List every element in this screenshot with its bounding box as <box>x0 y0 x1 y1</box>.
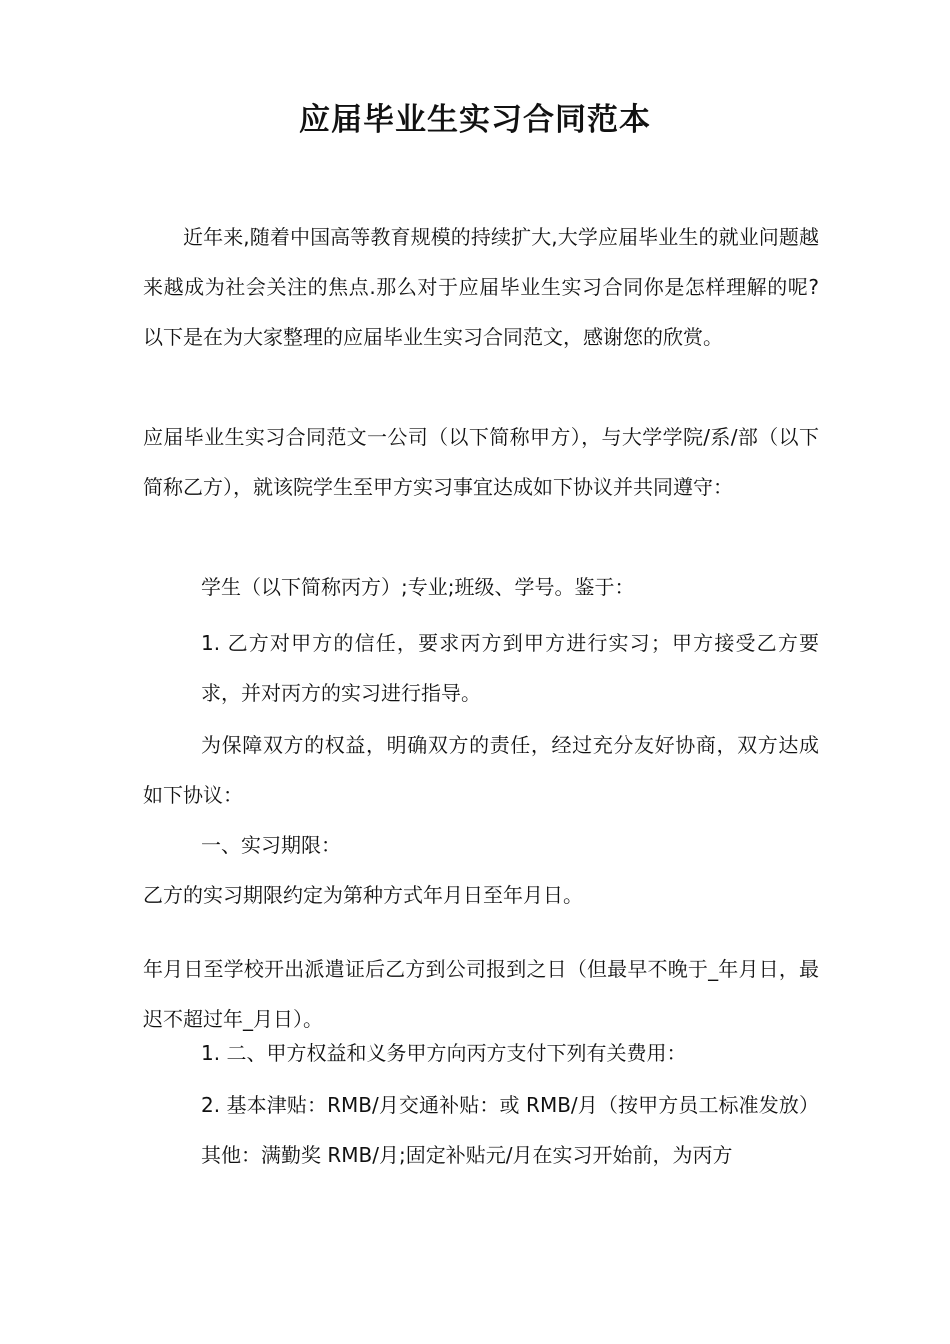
section-heading-period: 一、实习期限： <box>201 833 341 857</box>
parties-paragraph: 应届毕业生实习合同范文一公司（以下简称甲方），与大学学院/系/部（以下简称乙方），就该院学生至甲方实习事宜达成如下协议并共同遵守： <box>143 425 819 499</box>
intro-paragraph: 近年来,随着中国高等教育规模的持续扩大,大学应届毕业生的就业问题越来越成为社会关注的焦点.那么对于应届毕业生实习合同你是怎样理解的呢?以下是在为大家整理的应届毕业生实习合同范文，感谢您的欣赏。 <box>143 225 819 349</box>
student-paragraph: 学生（以下简称丙方）;专业;班级、学号。鉴于： <box>201 575 635 599</box>
document-title: 应届毕业生实习合同范本 <box>299 102 651 138</box>
period-detail-paragraph: 年月日至学校开出派遣证后乙方到公司报到之日（但最早不晚于_年月日，最迟不超过年_月日）。 <box>143 957 819 1031</box>
list-item-section2: 1. 二、甲方权益和义务甲方向丙方支付下列有关费用： <box>201 1041 687 1065</box>
list-item-1: 1. 乙方对甲方的信任，要求丙方到甲方进行实习；甲方接受乙方要求，并对丙方的实习进行指导。 <box>201 631 819 705</box>
list-item-allowance: 2. 基本津贴：RMB/月交通补贴：或 RMB/月（按甲方员工标准发放）其他：满勤奖 RMB/月;固定补贴元/月在实习开始前，为丙方 <box>201 1093 819 1167</box>
period-paragraph: 乙方的实习期限约定为第种方式年月日至年月日。 <box>143 883 583 907</box>
purpose-paragraph: 为保障双方的权益，明确双方的责任，经过充分友好协商，双方达成如下协议： <box>143 733 819 807</box>
